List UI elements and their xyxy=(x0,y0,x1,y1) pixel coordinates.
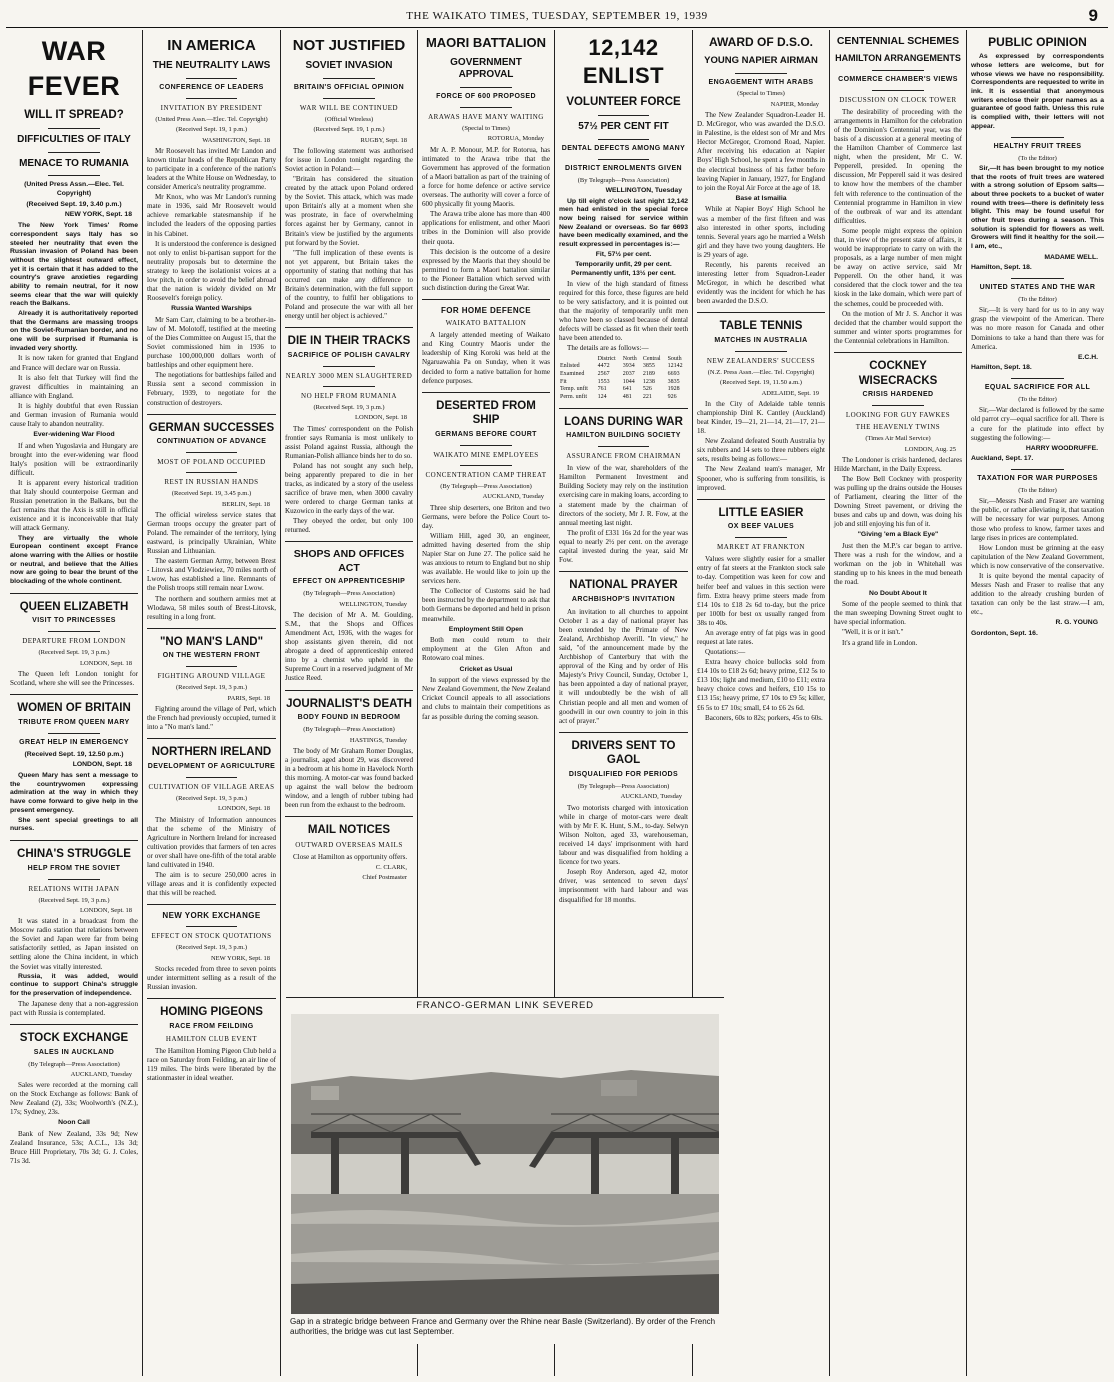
credit-line: (United Press Assn.—Elec. Tel. Copyright) xyxy=(24,181,124,198)
headline: LITTLE EASIER xyxy=(718,506,804,519)
subhead: CRISIS HARDENED xyxy=(862,391,934,399)
article-paragraph: Close at Hamilton as opportunity offers. xyxy=(293,853,408,862)
dateline: PARIS, Sept. 18 xyxy=(227,694,270,702)
headline: JOURNALIST'S DEATH xyxy=(286,697,412,710)
article-paragraph: Mr Sam Carr, claiming to be a brother-in-law of M. Molotoff, testified at the meeting of the Dies Committee on August 15, that the Soviet commissioned him in 1936 to purchase 100,000,000 dollars worth of battleships and other equipment here. xyxy=(147,315,276,370)
article-paragraph: An average entry of fat pigs was in good request at late rates. xyxy=(697,628,825,647)
article-paragraph: On the motion of Mr J. S. Anchor it was decided that the chamber would support the summer and winter sports programmes for the Centennial celebrations in Hamilton. xyxy=(834,309,962,345)
subhead: NO HELP FROM RUMANIA xyxy=(301,391,397,400)
received-line: (Received Sept. 19, 3 p.m.) xyxy=(38,896,110,904)
column-8 xyxy=(967,30,1108,1376)
article-paragraph: The Times' correspondent on the Polish frontier says Rumania is most unlikely to assist Poland against Russia, although the Rumanian-Polish alliance binds her to do so. xyxy=(285,424,413,460)
credit-line: (By Telegraph—Press Association) xyxy=(440,482,532,490)
headline: GERMAN SUCCESSES xyxy=(148,421,275,434)
subhead: NEW ZEALANDERS' SUCCESS xyxy=(706,357,816,366)
subhead: ASSURANCE FROM CHAIRMAN xyxy=(566,452,681,461)
letter-location: Gordonton, Sept. 16. xyxy=(971,630,1038,638)
masthead-title: THE WAIKATO TIMES, TUESDAY, SEPTEMBER 19, 1939 xyxy=(406,10,708,22)
letter-location: Hamilton, Sept. 18. xyxy=(971,264,1032,272)
article-paragraph: The official wireless service states that German troops occupy the greater part of Poland. The remainder of the territory, lying eastward, is principally Ukrainian, White Russian and Lithuanian. xyxy=(147,510,276,556)
subhead: BRITAIN'S OFFICIAL OPINION xyxy=(293,83,405,91)
article-paragraph: Recently, his parents received an interesting letter from Squadron-Leader McGregor, in which he described what evidently was the incident for which he has been awarded the D.S.O. xyxy=(697,260,825,306)
table-cell: 2037 xyxy=(622,370,635,377)
headline: NOT JUSTIFIED xyxy=(292,37,406,54)
table-cell: 1553 xyxy=(597,378,610,385)
credit-line: (Official Wireless) xyxy=(324,115,374,123)
article-paragraph: Mr A. P. Monour, M.P. for Rotorua, has intimated to the Arawa tribe that the Government has approved of the formation of a Maori battalion as part of the training of a force for home defence or active service overseas. The authority will cover a force of 600 physically fit young Maoris. xyxy=(422,145,550,209)
table-cell: 12142 xyxy=(667,363,683,370)
subhead: TRIBUTE FROM QUEEN MARY xyxy=(18,718,130,726)
headline: DESERTED FROM SHIP xyxy=(436,399,536,427)
received-line: (Received Sept. 19, 11.50 a.m.) xyxy=(720,379,802,387)
signature-title: Chief Postmaster xyxy=(362,874,407,882)
subhead: DIFFICULTIES OF ITALY xyxy=(17,133,131,145)
dateline: WASHINGTON, Sept. 18 xyxy=(202,136,270,144)
letter-body: Sir,—Messrs Nash and Fraser are warning the public, or rather alleviating it, that taxation will be necessary for war purposes. Among those who profess to know, farmer taxes and large rises in prices are contemplated. xyxy=(971,497,1104,542)
article-paragraph: The decision of Mr A. M. Goulding, S.M., that the Shops and Offices Amendment Act, 1936, with the wages for shop assistants given therein, did not abrogate a deed of apprenticeship entered into by a chemist who upheld in the Supreme Court in a reserved judgment of Mr Justice Reed. xyxy=(285,610,413,683)
article-paragraph: In support of the views expressed by the New Zealand Government, the New Zealand Cricket Council appeals to all associations and clubs to maintain their competitions as far as possible during the coming season. xyxy=(422,676,550,721)
dateline: WELLINGTON, Tuesday xyxy=(339,600,407,608)
subhead: CONFERENCE OF LEADERS xyxy=(159,83,264,91)
subhead: ON THE WESTERN FRONT xyxy=(162,652,261,660)
subhead: HAMILTON ARRANGEMENTS xyxy=(835,53,961,64)
article-paragraph: An invitation to all churches to appoint October 1 as a day of national prayer has been extended by the Primate of New Zealand, Archbishop Averill. "In view," he said, "of the announcement made by the Archbishop of Canterbury that with the approval of the King and by order of His Majesty's Privy Council, Sunday, October 1, has been appointed a day of national prayer, it will undoubtedly be the wish of all Christian people and all men and women of goodwill in our own country to join in this act of prayer." xyxy=(559,607,688,725)
table-cell: 641 xyxy=(622,386,632,393)
article-paragraph: The New York Times' Rome correspondent says Italy has so steeled her neutrality that even the Russian invasion of Poland has been without the slightest outward effect, yet it is certain that it has added to the country's grave anxieties regarding ability to remain neutral, for it now seems clear that the war will quickly reach the Balkans. xyxy=(10,222,138,308)
letter-title: UNITED STATES AND THE WAR xyxy=(979,284,1096,292)
received-line: (Received Sept. 19, 3.45 p.m.) xyxy=(171,490,252,498)
article-paragraph: They obeyed the order, but only 100 returned. xyxy=(285,517,413,535)
subheading: Russia Wanted Warships xyxy=(171,305,252,313)
article-paragraph: "Well, it is or it isn't." xyxy=(842,628,904,637)
article-paragraph: Fighting around the village of Perl, which the French had previously occupied, turned it into a "No man's land." xyxy=(147,705,276,732)
article-paragraph: The Ministry of Information announces that the scheme of the Ministry of Agriculture in Northern Ireland for increased cultivation provides that farmers of ten acres or over shall have one-fifth of the total arable land cultivated in 1940. xyxy=(147,815,276,869)
dateline: ROTORUA, Monday xyxy=(487,135,544,143)
subhead: FORCE OF 600 PROPOSED xyxy=(436,93,536,101)
subheading: Noon Call xyxy=(58,1119,90,1127)
subhead: VISIT TO PRINCESSES xyxy=(32,617,116,625)
article-paragraph: Mr Knox, who was Mr Landon's running mate in 1936, said Mr Roosevelt would achieve remarkable statesmanship if he included the leaders of the opposing parties in his Cabinet. xyxy=(147,193,276,238)
subhead: THE HEAVENLY TWINS xyxy=(855,423,941,432)
letter-body: Sir,—It has been brought to my notice that the roots of fruit trees are watered with a strong solution of Epsom salts—about three pockets to a bucket of water round with trees—there is definitely less blight. This may be found useful for other fruit trees during a season. This solution is splendid for flowers as well. Growers will find it healthy for the soil.—I am, etc., xyxy=(971,164,1104,250)
table-row xyxy=(559,371,688,379)
article-paragraph: It is now taken for granted that England and France will declare war on Russia. xyxy=(10,354,138,372)
article-paragraph: Quotations:— xyxy=(705,648,746,657)
subhead: RELATIONS WITH JAPAN xyxy=(28,884,120,893)
subhead: THE NEUTRALITY LAWS xyxy=(152,60,271,72)
credit-line: (By Telegraph—Press Association) xyxy=(303,590,395,598)
subheading: Cricket as Usual xyxy=(459,665,513,673)
headline: NEW YORK EXCHANGE xyxy=(162,911,261,921)
subhead: LOOKING FOR GUY FAWKES xyxy=(845,411,951,420)
photo-title: FRANCO-GERMAN LINK SEVERED xyxy=(286,997,724,1011)
subheading: Base at Ismailia xyxy=(735,194,787,202)
bridge-photo xyxy=(291,1014,719,1314)
letter-salutation: (To the Editor) xyxy=(1018,154,1057,162)
article-paragraph: While at Napier Boys' High School he was a member of the first fifteen and was also interested in other sports, including tennis. Several years ago he married a Welsh girl and they have two young daughters. He is 29 years of age. xyxy=(697,205,825,259)
subhead: ENGAGEMENT WITH ARABS xyxy=(708,78,814,86)
article-paragraph: It is also felt that Turkey will find the gravest difficulties in maintaining an alliance with England. xyxy=(10,373,138,400)
stat-line: Fit, 57½ per cent. xyxy=(595,250,652,258)
table-cell: Perm. unfit xyxy=(560,393,587,400)
letter-signature: HARRY WOODRUFFE. xyxy=(1025,444,1098,452)
article-paragraph: Sales were recorded at the morning call on the Stock Exchange as follows: Bank of New Zealand (2), 33s; Woolworth's (N.Z.), 17s; Sydney, 23s. xyxy=(10,1081,138,1117)
credit-line: (Special to Times) xyxy=(462,125,510,133)
subhead: DISTRICT ENROLMENTS GIVEN xyxy=(565,164,682,172)
table-cell: 1928 xyxy=(667,386,680,393)
article-paragraph: The following statement was authorised for issue in London tonight regarding the Soviet action in Poland:— xyxy=(285,146,413,173)
dateline: LONDON, Sept. 18 xyxy=(80,906,132,914)
subhead: WILL IT SPREAD? xyxy=(24,109,124,122)
headline: NATIONAL PRAYER xyxy=(569,579,678,592)
article-paragraph: The negotiations for battleships failed and Russia sent a second commission in February, 1939, to negotiate for the construction of destroyers. xyxy=(147,371,276,407)
article-paragraph: Some of the people seemed to think that the man sweeping Downing Street ought to have special information. xyxy=(834,600,962,627)
subhead: MATCHES IN AUSTRALIA xyxy=(714,337,808,345)
article-paragraph: It's a grand life in London. xyxy=(842,638,918,647)
subhead: WAIKATO MINE EMPLOYEES xyxy=(433,451,539,460)
headline: MAORI BATTALION xyxy=(425,35,547,50)
headline: "NO MAN'S LAND" xyxy=(159,635,264,648)
headline: QUEEN ELIZABETH xyxy=(19,600,129,613)
letter-salutation: (To the Editor) xyxy=(1018,487,1057,494)
subhead: COMMERCE CHAMBER'S VIEWS xyxy=(838,75,958,83)
credit-line: (N.Z. Press Assn.—Elec. Tel. Copyright) xyxy=(707,368,815,376)
letter-salutation: (To the Editor) xyxy=(1018,396,1057,404)
received-line: (Received Sept. 19, 3 p.m.) xyxy=(38,649,110,657)
dateline: NAPIER, Monday xyxy=(770,100,819,108)
headline-war-fever: WAR FEVER xyxy=(27,36,121,101)
dateline: BERLIN, Sept. 18 xyxy=(221,500,270,508)
signature: C. CLARK, xyxy=(375,864,407,872)
table-row xyxy=(559,386,688,394)
headline: AWARD OF D.S.O. xyxy=(708,35,813,49)
subhead: GERMANS BEFORE COURT xyxy=(435,431,537,439)
subhead: WAR WILL BE CONTINUED xyxy=(299,103,399,112)
letter-body: Sir,—War declared is followed by the same old parrot cry—equal sacrifice for all. There is a cure for the platitude into effect by suggesting the following:— xyxy=(971,406,1104,442)
table-cell: 481 xyxy=(622,393,632,400)
photo-block xyxy=(286,997,724,1344)
credit-line: (Special to Times) xyxy=(737,90,785,98)
article-paragraph: New Zealand defeated South Australia by six rubbers and 14 sets to three rubbers eight sets, results being as follows:— xyxy=(697,437,825,464)
table-cell: 221 xyxy=(642,393,652,400)
table-cell: 6693 xyxy=(667,370,680,377)
letter-location: Auckland, Sept. 17. xyxy=(971,455,1034,463)
article-paragraph: Two motorists charged with intoxication while in charge of motor-cars were dealt with by Mr F. K. Hunt, S.M., to-day. Selwyn Wilson Nolton, aged 33, warehouseman, received 14 days' imprisonment with hard labour and was disqualified from holding a licence for two years. xyxy=(559,803,688,867)
subhead: ARAWAS HAVE MANY WAITING xyxy=(428,113,544,122)
article-paragraph: Russia, it was added, would continue to support China's struggle for the preservation of independence. xyxy=(10,972,138,997)
article-paragraph: In view of the war, shareholders of the Hamilton Permanent Investment and Building Society may rely on the institution exercising care in making loans, according to a statement made by the chairman of directors of the society, Mr J. R. Fow, at the annual meeting last night. xyxy=(559,464,688,527)
article-paragraph: The Arawa tribe alone has more than 400 applications for enlistment, and other Maori tribes in the Dominion will also provide their quota. xyxy=(422,210,550,246)
article-paragraph: "The full implication of these events is not yet apparent, but Britain takes the opportunity of stating that nothing that has occurred can make any difference to Britain's determination, with the full support of the country, to fulfil her obligations to Poland and prosecute the war with all her energy until her object is achieved." xyxy=(285,248,413,321)
article-paragraph: William Hill, aged 30, an engineer, admitted having deserted from the ship Napier Star on June 27. The police said he was anxious to return to England but no ship was available. He would like to join up the services here. xyxy=(422,531,550,586)
headline: WOMEN OF BRITAIN xyxy=(17,702,131,715)
headline: COCKNEY WISECRACKS xyxy=(858,359,938,387)
table-header: North xyxy=(622,355,637,362)
dateline: AUCKLAND, Tuesday xyxy=(482,493,544,501)
table-header: South xyxy=(667,355,682,362)
headline: FOR HOME DEFENCE xyxy=(441,306,531,315)
article-paragraph: Stocks receded from three to seven points under intermittent selling as a result of the Russian invasion. xyxy=(147,965,276,992)
article-paragraph: This decision is the outcome of a desire expressed by the Maoris that they should be permitted to form a Maori battalion similar to the Pioneer Battalion which served with such distinction during the Great War. xyxy=(422,247,550,292)
subhead: REST IN RUSSIAN HANDS xyxy=(164,478,259,487)
headline: HOMING PIGEONS xyxy=(160,1006,263,1019)
subhead: WAIKATO BATTALION xyxy=(445,319,527,328)
article-paragraph: The eastern German Army, between Brest - Litovsk and Vlodziewiez, 70 miles north of Lwow, has established a line. Remnants of the Polish troops still remain near Lwow. xyxy=(147,557,276,593)
article-paragraph: The Londoner is crisis hardened, declares Hilde Marchant, in the Daily Express. xyxy=(834,455,962,473)
received-line: (Received Sept. 19, 3.40 p.m.) xyxy=(26,200,122,208)
article-paragraph: The desirability of proceeding with the arrangements in Hamilton for the celebration of the Dominion's Centennial year, was the basis of a discussion at a general meeting of the Hamilton Chamber of Commerce last night, when the president, Mr C. W. Pepperell, presided. In opening the discussion, Mr Pepperell said it was desired to know how the members of the chamber felt with reference to the continuation of the Centennial programme in Hamilton in view of the outbreak of war and its attendant difficulties. xyxy=(834,107,962,225)
headline: SHOPS AND OFFICES ACT xyxy=(293,548,405,574)
subheading: Ever-widening War Flood xyxy=(33,431,115,439)
subhead: DEVELOPMENT OF AGRICULTURE xyxy=(147,762,276,770)
article-paragraph: In view of the high standard of fitness required for this force, these figures are held to be very satisfactory, and it is pointed out that the majority of temporarily unfit men who have been so classed because of dental defects will be classed as fit when their teeth have been attended to. xyxy=(559,279,688,343)
dateline: NEW YORK, Sept. 18 xyxy=(210,954,270,962)
subhead: CONTINUATION OF ADVANCE xyxy=(156,438,267,446)
column-1 xyxy=(6,30,143,1376)
received-line: (Received Sept. 19, 3 p.m.) xyxy=(313,403,385,411)
article-paragraph: In the City of Adelaide table tennis championship Dinl K. Cantley (Auckland) beat Kinder, 19—21, 21—14, 21—17, 21—18. xyxy=(697,399,825,436)
headline: DIE IN THEIR TRACKS xyxy=(287,335,411,348)
dateline: WELLINGTON, Tuesday xyxy=(605,187,682,195)
headline: PUBLIC OPINION xyxy=(988,35,1087,49)
article-paragraph: They are virtually the whole European continent except France alone warring with the Allies or hostile or neutral, and believe that the Allies now are going to bear the brunt of the blockading of the whole continent. xyxy=(10,534,138,585)
subhead: VOLUNTEER FORCE xyxy=(566,96,681,109)
table-cell: 3835 xyxy=(667,378,680,385)
subhead: GREAT HELP IN EMERGENCY xyxy=(19,738,129,746)
table-cell: Enlisted xyxy=(560,363,580,370)
photo-caption: Gap in a strategic bridge between France and Germany over the Rhine near Basle (Switzerland). By order of the French authorities, the bridge was cut last September. xyxy=(290,1317,716,1336)
table-header: Central xyxy=(642,355,661,362)
dateline: AUCKLAND, Tuesday xyxy=(70,1070,132,1078)
subhead: CULTIVATION OF VILLAGE AREAS xyxy=(148,782,275,791)
subhead: DISCUSSION ON CLOCK TOWER xyxy=(839,95,957,104)
credit-line: (United Press Assn.—Elec. Tel. Copyright) xyxy=(155,115,268,123)
letter-body: Sir,—It is very hard for us to in any way grasp the viewpoint of the American. There was no more reason for Canada and other Dominions to take a hand than there was for America. xyxy=(971,306,1104,351)
subhead: NEARLY 3000 MEN SLAUGHTERED xyxy=(285,371,413,380)
table-cell: 1238 xyxy=(642,378,655,385)
article-paragraph: The New Zealander Squadron-Leader H. D. McGregor, who was awarded the D.S.O. in Palestine, is the eldest son of Mr and Mrs Hector McGregor, Cromond Road, Napier. After receiving his education at Napier Boys' High School, he spent a few months in the electrical business of his father before leaving Napier in January, 1927, for England to join the Royal Air Force at the age of 18. xyxy=(697,111,825,192)
article-paragraph: The Collector of Customs said he had been instructed by the department to ask that both Germans be deported and held in prison meanwhile. xyxy=(422,587,550,623)
article-paragraph: Already it is authoritatively reported that the Germans are massing troops on the Soviet-Rumanian border, and no one will be surprised if Rumania is invaded very shortly. xyxy=(10,310,138,352)
received-line: (Received Sept. 19, 1 p.m.) xyxy=(313,126,385,134)
subhead: YOUNG NAPIER AIRMAN xyxy=(704,55,818,67)
table-cell: 124 xyxy=(597,393,607,400)
article-paragraph: The details are as follows:— xyxy=(567,344,649,353)
article-paragraph: It is highly doubtful that even Russian and German invasion of Rumania would cause Italy to abandon neutrality. xyxy=(10,401,138,429)
article-paragraph: Joseph Roy Anderson, aged 42, motor driver, was sentenced to seven days' imprisonment with hard labour and was disqualified for 18 months. xyxy=(559,868,688,904)
article-paragraph: The New Zealand team's manager, Mr Spooner, who is suffering from tonsilitis, is improved. xyxy=(697,465,825,492)
table-cell: 526 xyxy=(642,386,652,393)
subhead: INVITATION BY PRESIDENT xyxy=(160,103,263,112)
letter-location: Hamilton, Sept. 18. xyxy=(971,364,1032,372)
table-cell: 2189 xyxy=(642,370,655,377)
subhead: HELP FROM THE SOVIET xyxy=(27,864,121,872)
subheading: Employment Still Open xyxy=(448,625,524,633)
article-paragraph: Poland has not sought any such help, being apparently prepared to die in her tracks, as indicated by a story of the useless sacrifice of brave men, when 3000 cavalry were ordered to charge German tanks at Kuzowico in the early days of the war. xyxy=(285,461,413,516)
article-paragraph: The Bow Bell Cockney with prosperity was pulling up the drains outside the Houses of Parliament, clearing the litter of the Downing Street pavement, or driving the buses and cabs up and down, was doing his job and still enjoying his fun of it. xyxy=(834,474,962,529)
subhead: GOVERNMENT APPROVAL xyxy=(450,56,522,81)
received-line: (Received Sept. 19, 3 p.m.) xyxy=(175,944,248,952)
letter-title: TAXATION FOR WAR PURPOSES xyxy=(977,475,1098,483)
subhead: OUTWARD OVERSEAS MAILS xyxy=(295,841,403,850)
table-cell: Fit xyxy=(560,378,567,385)
received-line: (Received Sept. 19, 3 p.m.) xyxy=(175,794,248,802)
headline: CENTENNIAL SCHEMES xyxy=(836,35,960,47)
subhead: HAMILTON CLUB EVENT xyxy=(165,1034,258,1043)
subhead: MARKET AT FRANKTON xyxy=(717,543,805,552)
article-paragraph: Three ship deserters, one Briton and two Germans, were before the Police Court to-day. xyxy=(422,503,550,530)
table-cell: 4472 xyxy=(597,363,610,370)
subheading: "Giving 'em a Black Eye" xyxy=(857,531,939,539)
subhead: EFFECT ON STOCK QUOTATIONS xyxy=(151,932,272,941)
article-paragraph: Extra heavy choice bullocks sold from £14 10s to £18 2s 6d; heavy prime, £12 5s to £13 10s; light and medium, £10 to £11; extra heavy choice cows and heifers, £10 15s to £13 15s; heavy prime, £7 10s to £9 5s; killer, £6 5s to £7 10s; small, £4 to £6 2s 6d. xyxy=(697,658,825,712)
dateline: HASTINGS, Tuesday xyxy=(349,736,407,744)
subhead: FIGHTING AROUND VILLAGE xyxy=(157,672,266,681)
dateline: LONDON, Sept. 18 xyxy=(80,659,132,667)
table-cell: 2567 xyxy=(597,370,610,377)
credit-line: (By Telegraph—Press Association) xyxy=(28,1060,120,1068)
credit-line: (By Telegraph—Press Association) xyxy=(577,783,670,791)
editorial-note: As expressed by correspondents whose letters are welcome, but for whose views we have no responsibility. Correspondents are requested to write in ink. It is essential that anonymous writers enclose their proper names as a guarantee of good faith. Unless this rule is complied with, their letters will not appear. xyxy=(971,53,1104,130)
headline: LOANS DURING WAR xyxy=(564,415,683,428)
table-cell: 1044 xyxy=(622,378,635,385)
table-header xyxy=(559,356,597,364)
received-line: (Received Sept. 19, 1 p.m.) xyxy=(175,126,248,134)
headline: MAIL NOTICES xyxy=(307,824,391,837)
subhead: DISQUALIFIED FOR PERIODS xyxy=(568,771,679,779)
table-cell: 761 xyxy=(597,386,607,393)
table-row xyxy=(559,363,688,371)
article-paragraph: The aim is to secure 250,000 acres in village areas and it is confidently expected that this will be reached. xyxy=(147,870,276,898)
article-paragraph: It is apparent every historical tradition that Italy should counterpoise German and Russian penetration in the Balkans, but the fact remains that the Axis is still in official existence and it is inconceivable that Italy will attack Germany. xyxy=(10,479,138,533)
headline: CHINA'S STRUGGLE xyxy=(17,847,131,860)
subhead: MOST OF POLAND OCCUPIED xyxy=(157,458,266,467)
article-paragraph: The body of Mr Graham Romer Douglas, a journalist, aged about 29, was discovered in a bedroom at his home in Havelock North this morning. A motor-car was found backed up against the wall below the bedroom window, and a length of rubber tubing had been run from the exhaust to the bedroom. xyxy=(285,746,413,810)
subhead: 57½ PER CENT FIT xyxy=(578,121,669,133)
dateline: AUCKLAND, Tuesday xyxy=(620,793,682,801)
masthead xyxy=(6,6,1108,28)
article-paragraph: The profit of £331 16s 2d for the year was equal to nearly 2½ per cent. on the average capital invested during the year, said Mr Fow. xyxy=(559,528,688,564)
dateline: NEW YORK, Sept. 18 xyxy=(64,211,132,219)
subhead: SALES IN AUCKLAND xyxy=(33,1048,115,1056)
subhead: DENTAL DEFECTS AMONG MANY xyxy=(561,144,686,152)
table-row xyxy=(559,394,688,402)
subhead: SOVIET INVASION xyxy=(305,60,393,72)
headline: IN AMERICA xyxy=(167,37,256,54)
letter-salutation: (To the Editor) xyxy=(1018,296,1057,304)
column-2 xyxy=(143,30,281,1376)
received-line: (Received Sept. 19, 3 p.m.) xyxy=(175,684,248,692)
dateline: LONDON, Sept. 18 xyxy=(355,414,407,422)
letter-signature: MADAME WELL. xyxy=(1044,253,1098,261)
stat-line: Permanently unfit, 13½ per cent. xyxy=(571,270,676,278)
table-cell: 3934 xyxy=(622,363,635,370)
letter-signature: E.C.H. xyxy=(1077,353,1098,361)
letter-body: How London must be grinning at the easy capitulation of the New Zealand Government, which is now conservative of the conservative. xyxy=(971,543,1104,570)
subhead: HAMILTON BUILDING SOCIETY xyxy=(566,432,681,440)
table-header: District xyxy=(597,355,616,362)
headline: TABLE TENNIS xyxy=(719,320,803,333)
credit-line: (By Telegraph—Press Association) xyxy=(577,176,670,184)
article-paragraph: The Queen left London tonight for Scotland, where she will see the Princesses. xyxy=(10,669,138,688)
subhead: MENACE TO RUMANIA xyxy=(19,157,129,169)
credit-line: (Times Air Mail Service) xyxy=(865,435,931,443)
article-paragraph: Bank of New Zealand, 33s 9d; New Zealand Insurance, 53s; A.C.L., 13s 3d; Bruce Hill Proprietary, 70s 3d; G. J. Coles, 71s 3d. xyxy=(10,1130,138,1166)
article-paragraph: Values were slightly easier for a smaller entry of fat steers at the Frankton stock sale to-day. Competition was keen for cow and heifer beef and values in this section were firm. Extra heavy prime steers made from £14 10s to £18 2s 6d to-day, but the price per 100lb for best ox usually ranged from 38s to 40s. xyxy=(697,555,825,627)
subhead: RACE FROM FEILDING xyxy=(169,1022,254,1030)
dateline: RUGBY, Sept. 18 xyxy=(360,136,407,144)
subhead: CONCENTRATION CAMP THREAT xyxy=(425,471,547,479)
dateline: ADELAIDE, Sept. 19 xyxy=(761,389,819,397)
article-paragraph: "Britain has considered the situation created by the attack upon Poland ordered by the Soviet. This attack, which was made upon Britain's ally at a moment when she was prostrate, in face of overwhelming forces against her by Germany, cannot in Britain's view be justified by the arguments put forward by the Soviet. xyxy=(285,175,413,247)
subhead: ARCHBISHOP'S INVITATION xyxy=(571,595,676,603)
column-7 xyxy=(830,30,967,1376)
article-paragraph: The Japanese deny that a non-aggression pact with Russia is contemplated. xyxy=(10,999,138,1017)
article-paragraph: Queen Mary has sent a message to the countrywomen expressing admiration at the way in which they have come forward to give help in the present emergency. xyxy=(10,772,138,814)
headline-enlist: 12,142 ENLIST xyxy=(582,35,665,89)
letter-title: HEALTHY FRUIT TREES xyxy=(993,142,1082,150)
subheading: No Doubt About It xyxy=(869,589,927,597)
headline: STOCK EXCHANGE xyxy=(19,1031,129,1044)
article-paragraph: A largely attended meeting of Waikato and King Country Maoris under the leadership of King Koroki was held at the Ngaruawahia Pa on Sunday, when it was decided to form a native battalion for home defence purposes. xyxy=(422,331,550,385)
table-cell: 926 xyxy=(667,393,677,400)
article-paragraph: Some people might express the opinion that, in view of the present state of affairs, it would be inappropriate to carry on with the proposals, as a large number of men might be away on active service, said Mr Pepperell. On the other hand, it was considered that the clock tower and the tea kiosk in the lake domain, which were part of the schemes, could be proceeded with. xyxy=(834,226,962,308)
article-paragraph: She sent special greetings to all nurses. xyxy=(10,816,138,833)
article-paragraph: Just then the M.P.'s car began to arrive. There was a rush for the window, and a workman on the job in Whitehall was standing up to his knees in the mud beneath the road. xyxy=(834,542,962,587)
article-paragraph: The Hamilton Homing Pigeon Club held a race on Saturday from Feilding, an air line of 119 miles. The birds were liberated by the stationmaster in ideal weather. xyxy=(147,1046,276,1083)
letter-body: It is quite beyond the mental capacity of Messrs Nash and Fraser to realise that any addition to the already crushing burden of taxation can only be the last straw.—I am, etc., xyxy=(971,571,1104,617)
subhead: DEPARTURE FROM LONDON xyxy=(22,637,126,646)
table-cell: Examined xyxy=(560,370,585,377)
article-paragraph: If and when Yugoslavia and Hungary are brought into the ever-widening war flood Italy's position will be extraordinarily difficult. xyxy=(10,441,138,478)
table-cell: Temp. unfit xyxy=(560,386,588,393)
subhead: SACRIFICE OF POLISH CAVALRY xyxy=(287,352,411,360)
article-paragraph: It is understood the conference is designed not only to enlist bi-partisan support for the neutrality proposals but to determine the strategy to keep the isolationist voices at a low pitch, in order to avoid the belief abroad that the nation is widely divided on Mr Roosevelt's foreign policy. xyxy=(147,239,276,303)
subhead: EFFECT ON APPRENTICESHIP xyxy=(292,578,406,586)
received-line: (Received Sept. 19, 12.50 p.m.) xyxy=(24,750,124,758)
stat-line: Temporarily unfit, 29 per cent. xyxy=(575,260,672,268)
headline: NORTHERN IRELAND xyxy=(151,746,272,759)
letter-title: EQUAL SACRIFICE FOR ALL xyxy=(984,384,1091,392)
enlistment-table xyxy=(559,356,688,402)
article-paragraph: The northern and southern armies met at Wlodawa, 58 miles south of Brest-Litovsk, resulting in a long front. xyxy=(147,594,276,621)
bridge-photo-image xyxy=(291,1014,719,1314)
credit-line: (By Telegraph—Press Association) xyxy=(303,726,395,734)
dateline: LONDON, Sept. 18 xyxy=(218,805,270,813)
article-paragraph: Baconers, 60s to 82s; porkers, 45s to 60s. xyxy=(705,713,823,722)
dateline: LONDON, Sept. 18 xyxy=(72,761,132,769)
headline: DRIVERS SENT TO GAOL xyxy=(571,739,676,767)
article-paragraph: It was stated in a broadcast from the Moscow radio station that relations between the Soviet and Japan were far from being satisfactorily settled, as Japan insisted on settling alone the China incident, in which the Soviet was vitally interested. xyxy=(10,917,138,971)
article-paragraph: Both men could return to their employment at the Glen Afton and Rotowaro coal mines. xyxy=(422,636,550,663)
subhead: OX BEEF VALUES xyxy=(727,523,795,531)
table-cell: 3855 xyxy=(642,363,655,370)
dateline: LONDON, Aug. 25 xyxy=(904,445,956,453)
page-number: 9 xyxy=(1088,6,1098,25)
article-paragraph: Mr Roosevelt has invited Mr Landon and known titular heads of the Republican Party to participate in a conference of the nation's leaders at the White House on Wednesday, to consider America's neutrality programme. xyxy=(147,146,276,192)
letter-signature: R. G. YOUNG xyxy=(1055,619,1098,627)
article-paragraph: Up till eight o'clock last night 12,142 men had enlisted in the special force now being raised for service within New Zealand or overseas. So far 6693 have been medically examined, and the result expressed in percentages is:— xyxy=(559,197,688,249)
subhead: BODY FOUND IN BEDROOM xyxy=(297,714,401,722)
